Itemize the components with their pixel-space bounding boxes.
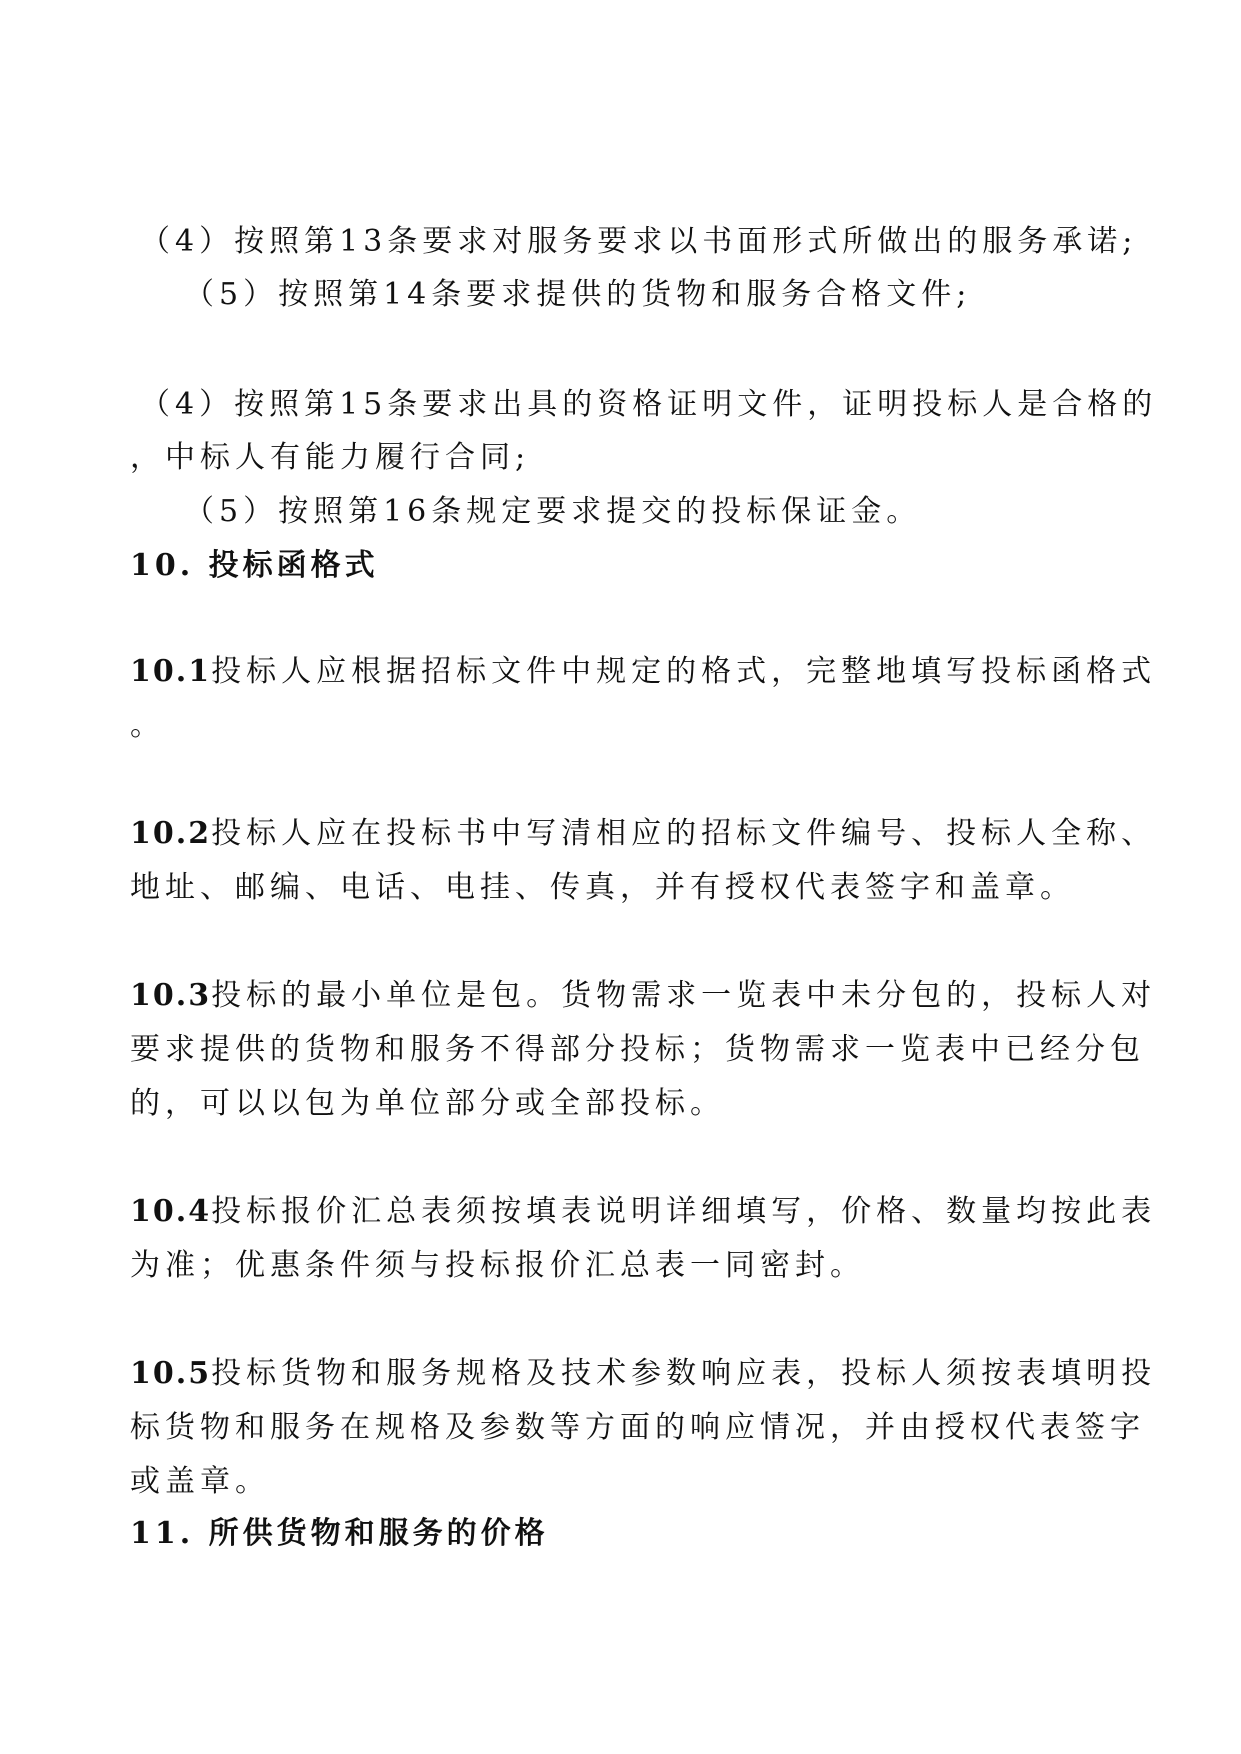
list-item-4-qualification-certificate: （4）按照第15条要求出具的资格证明文件，证明投标人是合格的 xyxy=(140,387,1158,422)
clause-number: 10.2 xyxy=(130,816,212,851)
section-11-heading: 11. 所供货物和服务的价格 xyxy=(130,1516,549,1551)
clause-text: 投标人应在投标书中写清相应的招标文件编号、投标人全称、 xyxy=(211,816,1157,851)
clause-10-5-line-1 xyxy=(130,1354,1156,1394)
clause-10-5-line-2: 标货物和服务在规格及参数等方面的响应情况，并由授权代表签字 xyxy=(130,1410,1145,1445)
clause-number: 10.3 xyxy=(130,978,212,1013)
clause-number: 10.4 xyxy=(130,1194,212,1229)
list-item-4-service-commitment: （4）按照第13条要求对服务要求以书面形式所做出的服务承诺; xyxy=(140,224,1138,259)
section-10-heading: 10. 投标函格式 xyxy=(130,548,379,583)
clause-number: 10.1 xyxy=(130,654,212,689)
clause-10-2-line-1 xyxy=(130,814,1156,854)
clause-10-4-line-1 xyxy=(130,1192,1156,1232)
clause-text: 投标货物和服务规格及技术参数响应表，投标人须按表填明投 xyxy=(211,1356,1157,1391)
clause-10-5-line-3: 或盖章。 xyxy=(130,1464,270,1499)
clause-number: 10.5 xyxy=(130,1356,212,1391)
clause-text: 投标人应根据招标文件中规定的格式，完整地填写投标函格式 xyxy=(211,654,1157,689)
list-item-5-bid-bond: （5）按照第16条规定要求提交的投标保证金。 xyxy=(184,494,922,529)
clause-text: 投标的最小单位是包。货物需求一览表中未分包的，投标人对 xyxy=(211,978,1157,1013)
clause-10-3-line-2: 要求提供的货物和服务不得部分投标；货物需求一览表中已经分包 xyxy=(130,1032,1145,1067)
list-item-4-continuation: ，中标人有能力履行合同; xyxy=(130,440,531,475)
clause-text: 投标报价汇总表须按填表说明详细填写，价格、数量均按此表 xyxy=(211,1194,1157,1229)
clause-10-1-line-1 xyxy=(130,652,1156,692)
clause-10-1-line-2: 。 xyxy=(130,708,165,743)
clause-10-3-line-1 xyxy=(130,976,1156,1016)
clause-10-3-line-3: 的，可以以包为单位部分或全部投标。 xyxy=(130,1086,725,1121)
clause-10-4-line-2: 为准；优惠条件须与投标报价汇总表一同密封。 xyxy=(130,1248,865,1283)
clause-10-2-line-2: 地址、邮编、电话、电挂、传真，并有授权代表签字和盖章。 xyxy=(130,870,1075,905)
list-item-5-qualified-documents: （5）按照第14条要求提供的货物和服务合格文件; xyxy=(184,277,972,312)
